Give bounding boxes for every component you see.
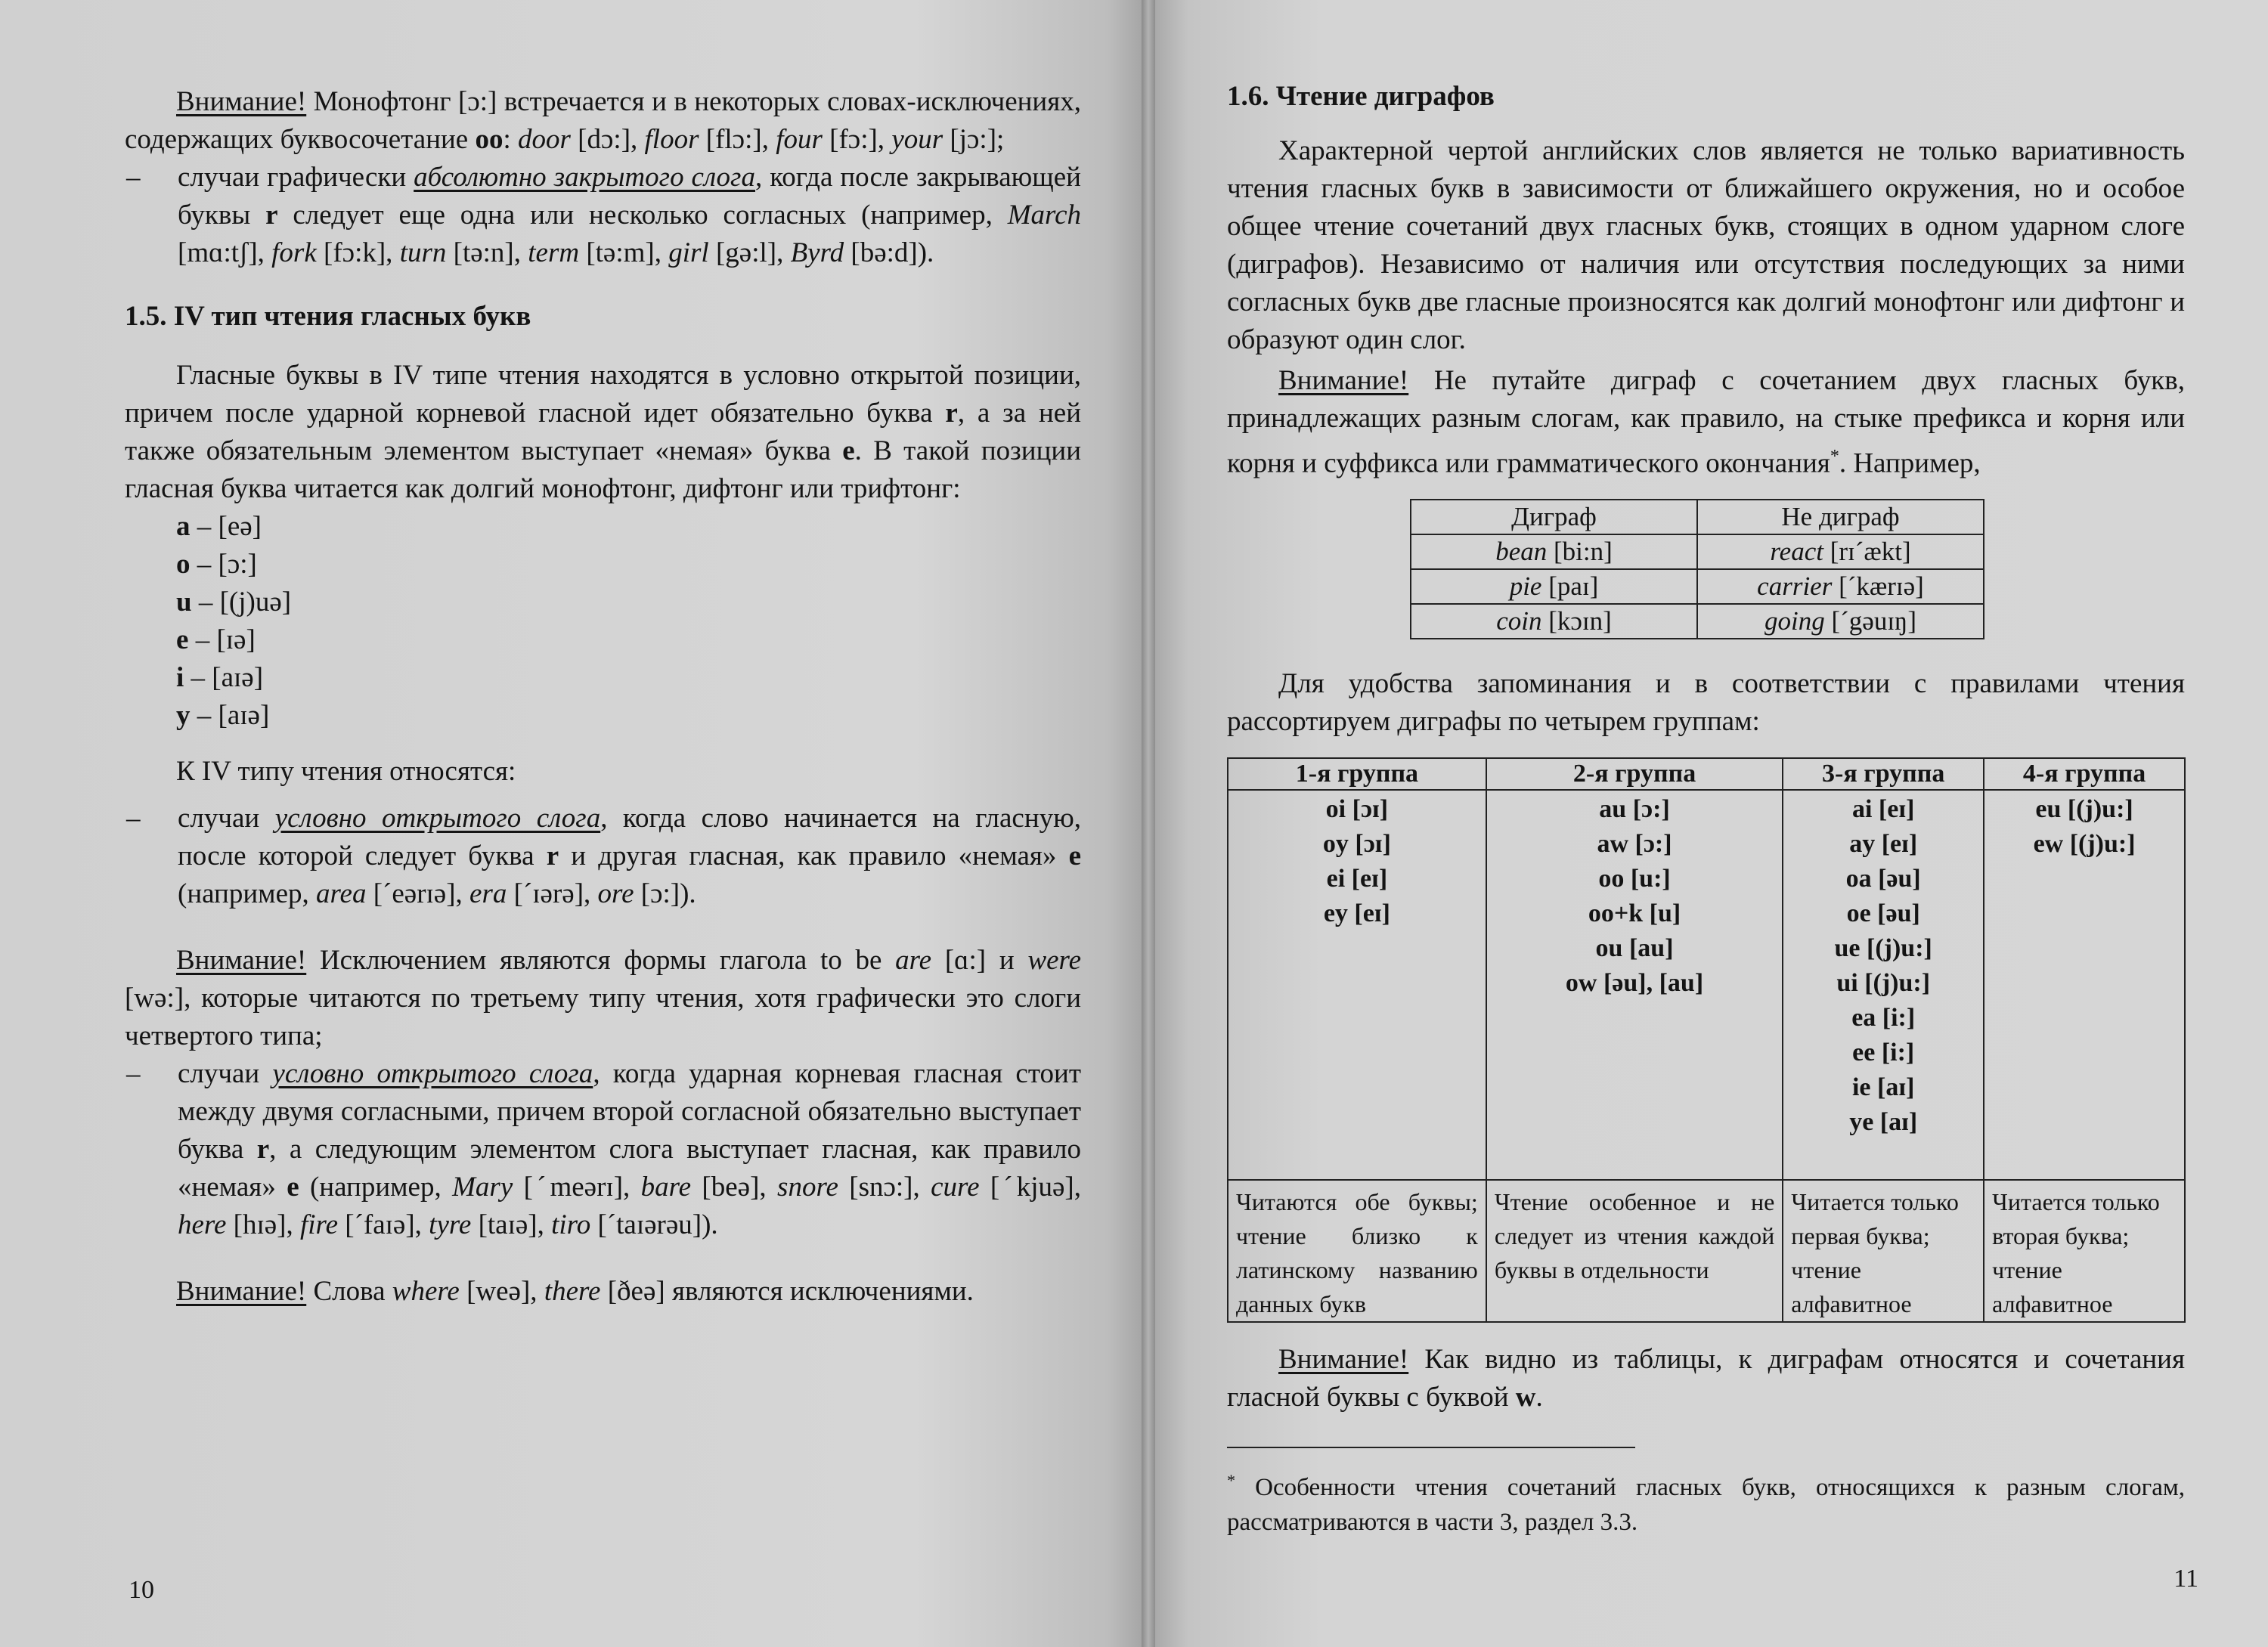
example-word: react [1770, 537, 1823, 567]
example-word: ore [597, 878, 634, 909]
example-word: Byrd [790, 237, 844, 268]
text: и другая гласная, как правило «немая» [559, 841, 1069, 871]
digraph-groups-table [1227, 757, 2186, 1323]
digraph: ie [aɪ] [1851, 1073, 1915, 1102]
transcription: [bi:n] [1547, 537, 1613, 567]
digraph: oy [ɔɪ] [1322, 830, 1391, 859]
example-word: snore [777, 1172, 838, 1203]
text: , когда ударная корневая гласная стоит между двумя согласными, причем второй согласной обязательно выступает буква [178, 1058, 1081, 1165]
table-cell [1697, 604, 1984, 639]
group-note: Чтение особенное и не следует из чтения каждой буквы в отдельности [1486, 1180, 1783, 1322]
example-word: tyre [429, 1209, 472, 1240]
transcription: [fɔ:], [822, 124, 892, 155]
dash-marker: – [126, 162, 141, 193]
example-word: fire [299, 1209, 338, 1240]
example-word: bare [640, 1172, 692, 1203]
digraph-row [1228, 790, 2185, 1180]
table-header-row [1228, 758, 2185, 790]
transcription: [dɔ:], [570, 124, 645, 155]
left-para-2 [125, 357, 1081, 508]
notes-row [1228, 1180, 2185, 1322]
transcription: [hɪə], [226, 1209, 300, 1240]
transcription: [kɔɪn] [1541, 606, 1612, 636]
vowel-list [176, 508, 1081, 735]
example-word: door [518, 124, 571, 155]
transcription: [snɔ:], [838, 1172, 931, 1203]
example-word: were [1027, 945, 1081, 976]
text: . Например, [1839, 447, 1981, 479]
term-underlined: условно открытого слога [272, 1058, 593, 1089]
example-word: tiro [551, 1209, 591, 1240]
text: Не путайте диграф с сочетанием двух гласных букв, принадлежащих разным слогам, как правило, на стыке префикса и корня или корня и суффикса или грамматического окончания [1227, 365, 2185, 479]
footnote-marker: * [1227, 1471, 1235, 1491]
text: . [1535, 1382, 1543, 1413]
example-word: area [316, 878, 367, 909]
text: Монофтонг [ɔ:] встречается и в некоторых словах-исключениях, содержащих буквосочетание [125, 86, 1081, 155]
transcription: [ˊɪərə], [507, 878, 598, 909]
bold-letter: r [546, 841, 559, 871]
text: , когда слово начинается на гласную, после которой следует буква [178, 803, 1082, 871]
transcription: – [aɪə] [190, 700, 270, 731]
text: , когда после закрывающей буквы [178, 162, 1081, 231]
list-item [176, 546, 1081, 584]
table-row [1411, 534, 1984, 569]
example-word: going [1764, 606, 1825, 636]
transcription: [jɔ:]; [943, 124, 1005, 155]
example-word: girl [668, 237, 709, 268]
digraph: oi [ɔɪ] [1325, 795, 1389, 824]
left-para-1 [125, 83, 1081, 159]
group-note: Читаются обе буквы; чтение близко к латинскому названию данных букв [1228, 1180, 1486, 1322]
text: , а следующим элементом слога выступает гласная, как правило «немая» [178, 1134, 1081, 1203]
transcription: [fɔ:k], [316, 237, 400, 268]
right-para-2 [1227, 362, 2185, 482]
vowel-letter: u [176, 587, 192, 618]
table-row [1411, 604, 1984, 639]
group-note: Читается только вторая буква; чтение алфавитное [1984, 1180, 2185, 1322]
transcription: [ˊeərɪə], [366, 878, 470, 909]
dash-marker: – [126, 803, 141, 834]
term-underlined: абсолютно закрытого слога [414, 162, 755, 193]
table-cell [1411, 569, 1697, 604]
list-item [176, 508, 1081, 546]
right-page [1155, 0, 2268, 1647]
digraph: au [ɔ:] [1599, 795, 1670, 824]
transcription: [mɑ:tʃ], [178, 237, 272, 268]
table-cell [1697, 534, 1984, 569]
example-word: four [776, 124, 823, 155]
table-header-cell: Не диграф [1697, 500, 1984, 534]
digraph: aw [ɔ:] [1597, 830, 1672, 859]
table-row [1411, 569, 1984, 604]
digraph-comparison-table [1410, 499, 1984, 639]
digraph: ee [i:] [1852, 1039, 1915, 1067]
footnote [1227, 1463, 2185, 1540]
transcription: – [ɪə] [188, 624, 256, 655]
transcription: – [(j)uə] [191, 587, 292, 618]
right-para-3: Для удобства запоминания и в соответствии с правилами чтения рассортируем диграфы по четырем группам: [1227, 668, 2185, 738]
example-word: cure [931, 1172, 980, 1203]
bold-letter: r [945, 398, 958, 429]
bold-letter: r [256, 1134, 270, 1165]
example-word: there [544, 1276, 601, 1307]
digraph: ou [au] [1595, 934, 1674, 963]
attention-label: Внимание! [176, 1276, 307, 1307]
table-cell [1411, 604, 1697, 639]
text: Слова [306, 1276, 392, 1307]
table-header-row [1411, 500, 1984, 534]
vowel-letter: y [176, 700, 191, 731]
transcription: [ˊkjuə], [979, 1172, 1081, 1203]
digraph: eu [(j)u:] [2035, 795, 2133, 824]
transcription: [bə:d]). [844, 237, 934, 268]
transcription: [wə:], которые читаются по третьему типу чтения, хотя графически это слоги четвертого типа; [125, 983, 1081, 1051]
vowel-letter: e [176, 624, 189, 655]
bold-letter: r [265, 200, 278, 231]
transcription: [taɪə], [471, 1209, 552, 1240]
group-header: 3-я группа [1783, 758, 1984, 790]
page-number-left: 10 [129, 1576, 154, 1604]
transcription: [ɔ:]). [634, 878, 696, 909]
transcription: [ˊfaɪə], [338, 1209, 429, 1240]
text: Как видно из таблицы, к диграфам относятся и сочетания гласной буквы с буквой [1227, 1344, 2185, 1413]
example-word: Mary [452, 1172, 513, 1203]
example-word: bean [1495, 537, 1548, 567]
text: : [503, 124, 519, 155]
right-para-1: Характерной чертой английских слов является не только вариативность чтения гласных букв в зависимости от ближайшего окружения, но и особое общее чтение сочетаний двух гласных букв, стоящих в одном ударном слоге (диграфов). Независимо от наличия или отсутствия последующих за ними согласных букв две гласные произносятся как долгий монофтонг или дифтонг и образуют один слог. [1227, 135, 2185, 355]
example-word: pie [1509, 571, 1542, 602]
page-number-right: 11 [2174, 1565, 2198, 1593]
list-item [176, 697, 1081, 735]
vowel-letter: o [176, 549, 191, 580]
vowel-letter: i [176, 662, 184, 693]
example-word: fork [271, 237, 317, 268]
group-1-digraphs [1228, 790, 1486, 1180]
example-word: here [178, 1209, 227, 1240]
example-word: your [891, 124, 943, 155]
list-item [176, 659, 1081, 697]
transcription: [tə:m], [579, 237, 669, 268]
transcription: [tə:n], [446, 237, 528, 268]
text: случаи графически [178, 162, 414, 193]
group-header: 4-я группа [1984, 758, 2185, 790]
transcription: [flɔ:], [699, 124, 776, 155]
list-item [176, 584, 1081, 621]
example-word: era [469, 878, 507, 909]
group-note: Читается только первая буква; чтение алфавитное [1783, 1180, 1984, 1322]
text: случаи [178, 803, 275, 834]
digraph: ye [aɪ] [1849, 1108, 1918, 1137]
transcription: [rɪˊækt] [1823, 537, 1911, 567]
term-underlined: условно открытого слога [274, 803, 601, 834]
list-item-open-syllable-2 [125, 1055, 1081, 1244]
transcription: [ˊtaɪərəu]). [590, 1209, 718, 1240]
left-para-5 [125, 1273, 1081, 1311]
text: , а за ней также обязательным элементом выступает «немая» буква [125, 398, 1081, 466]
attention-label: Внимание! [1278, 1344, 1409, 1376]
digraph: ei [eɪ] [1326, 865, 1388, 893]
attention-label: Внимание! [176, 945, 307, 976]
digraph: ay [eɪ] [1849, 830, 1918, 859]
left-para-3: К IV типу чтения относятся: [176, 756, 516, 787]
text: следует еще одна или несколько согласных (например, [277, 200, 1008, 231]
example-word: term [528, 237, 580, 268]
bold-letter: e [842, 435, 855, 466]
transcription: [ɑ:] и [931, 945, 1028, 976]
transcription: – [aɪə] [184, 662, 264, 693]
group-2-digraphs [1486, 790, 1783, 1180]
digraph: oo+k [u] [1588, 899, 1681, 928]
text: Гласные буквы в IV типе чтения находятся в условно открытой позиции, причем после ударной корневой гласной идет обязательно буква [125, 360, 1081, 429]
transcription: [ˊgəuɪŋ] [1824, 606, 1917, 636]
transcription: [weə], [459, 1276, 544, 1307]
digraph: ai [eɪ] [1851, 795, 1915, 824]
digraph: oe [əu] [1846, 899, 1920, 928]
example-word: coin [1496, 606, 1542, 636]
transcription: – [ɔ:] [190, 549, 257, 580]
transcription: [beə], [691, 1172, 778, 1203]
text: Исключением являются формы глагола to be [306, 945, 896, 976]
right-para-4 [1227, 1341, 2185, 1416]
example-word: are [895, 945, 932, 976]
digraph: ui [(j)u:] [1836, 969, 1931, 998]
transcription: – [eə] [190, 511, 262, 542]
table-cell [1697, 569, 1984, 604]
digraph: oo [u:] [1598, 865, 1671, 893]
table-cell [1411, 534, 1697, 569]
transcription: [paɪ] [1541, 571, 1599, 602]
book-gutter [1142, 0, 1155, 1647]
section-heading-1-6: 1.6. Чтение диграфов [1227, 81, 1495, 112]
bold-letters: oo [475, 124, 503, 155]
footnote-text: Особенности чтения сочетаний гласных букв, относящихся к разным слогам, рассматриваются в части 3, раздел 3.3. [1227, 1474, 2185, 1537]
group-header: 1-я группа [1228, 758, 1486, 790]
bold-letter: w [1515, 1382, 1536, 1413]
digraph: ue [(j)u:] [1834, 934, 1932, 963]
example-word: carrier [1757, 571, 1833, 602]
transcription: [ˊkærɪə] [1832, 571, 1924, 602]
attention-label: Внимание! [176, 86, 307, 117]
transcription: [ðeə] являются исключениями. [600, 1276, 974, 1307]
attention-label: Внимание! [1278, 365, 1409, 396]
left-para-4 [125, 942, 1081, 1055]
example-word: turn [399, 237, 447, 268]
example-word: March [1007, 200, 1081, 231]
bold-letter: e [1068, 841, 1081, 871]
example-word: floor [644, 124, 699, 155]
dash-marker: – [126, 1058, 141, 1089]
footnote-marker: * [1830, 447, 1839, 466]
bold-letter: e [287, 1172, 299, 1203]
transcription: [ˊmeərɪ], [513, 1172, 641, 1203]
transcription: [gə:l], [708, 237, 791, 268]
group-header: 2-я группа [1486, 758, 1783, 790]
digraph: ea [i:] [1851, 1004, 1916, 1032]
digraph: ey [eɪ] [1323, 899, 1390, 928]
digraph: ew [(j)u:] [2033, 830, 2136, 859]
example-word: where [392, 1276, 460, 1307]
table-header-cell: Диграф [1411, 500, 1697, 534]
list-item-open-syllable-1 [125, 800, 1081, 913]
vowel-letter: a [176, 511, 191, 542]
text: (например, [178, 878, 316, 909]
group-3-digraphs [1783, 790, 1984, 1180]
footnote-divider [1227, 1447, 1635, 1448]
text: случаи [178, 1058, 273, 1089]
text: (например, [299, 1172, 453, 1203]
text: . В такой позиции гласная буква читается как долгий монофтонг, дифтонг или трифтонг: [125, 435, 1081, 504]
list-item-closed-syllable [125, 159, 1081, 272]
list-item [176, 621, 1081, 659]
digraph: oa [əu] [1845, 865, 1921, 893]
digraph: ow [əu], [au] [1565, 969, 1704, 998]
group-4-digraphs [1984, 790, 2185, 1180]
section-heading-1-5: 1.5. IV тип чтения гласных букв [125, 301, 531, 332]
